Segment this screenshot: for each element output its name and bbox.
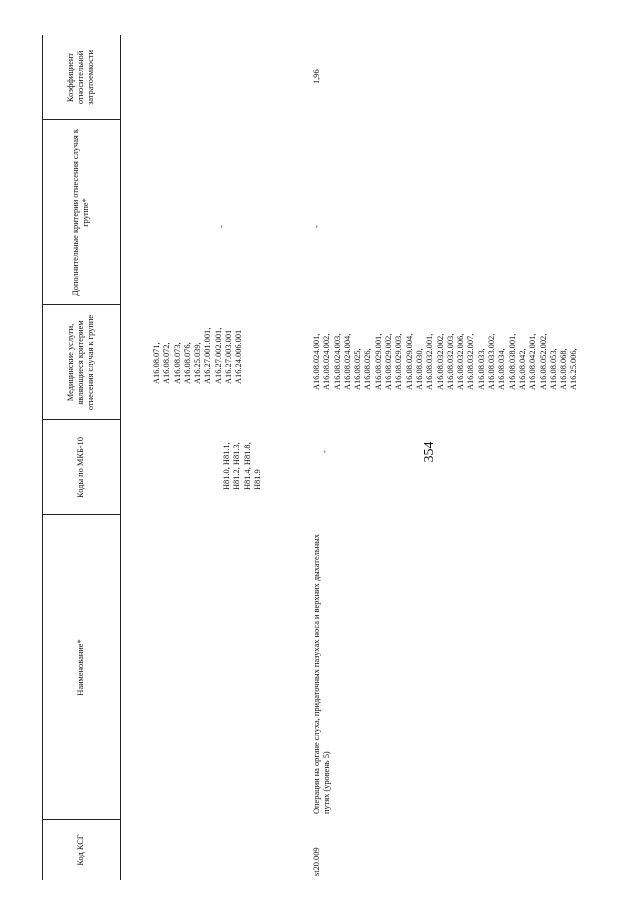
service-code: A16.08.033,: [476, 348, 486, 390]
service-code: A16.27.003.001: [224, 329, 234, 384]
row1-criteria: -: [217, 225, 226, 228]
service-code: A16.08.024.003,: [332, 333, 342, 390]
service-code: A16.08.029.001,: [373, 333, 383, 390]
service-code: A16.08.073,: [172, 342, 182, 384]
row2-name: Операции на органе слуха, придаточных пазухах носа и верхних дыхательных путях (уровень 5): [312, 534, 332, 814]
header-code: Код КСГ: [75, 834, 85, 866]
service-code: A16.27.002.001,: [213, 327, 223, 384]
service-code: A16.08.029.004,: [404, 333, 414, 390]
service-code: A16.08.032.002,: [435, 333, 445, 390]
service-code: A16.08.024.001,: [312, 333, 321, 390]
row2-services-list: [312, 334, 580, 390]
row2-mkb: -: [320, 450, 329, 453]
document-table: [42, 35, 612, 880]
header-name: Наименование*: [75, 639, 85, 696]
service-code: A16.08.076,: [182, 342, 192, 384]
row1-mkb-codes: H81.0, H81.1, H81.2, H81.3, H81.4, H81.8, H81.9: [222, 442, 262, 490]
service-code: A16.08.032.001,: [425, 333, 435, 390]
header-mkb: Коды по МКБ-10: [75, 437, 85, 498]
service-code: A16.08.024.002,: [322, 333, 332, 390]
service-code: A16.27.001.001,: [203, 327, 213, 384]
service-code: A16.08.068,: [559, 348, 569, 390]
service-code: A16.25.039,: [193, 342, 203, 384]
service-code: A16.08.053,: [548, 348, 558, 390]
row2-coefficient: 1,96: [312, 69, 321, 84]
header-criteria: Дополнительные критерии отнесения случая к группе*: [70, 129, 90, 296]
service-code: A16.24.006.001: [234, 329, 244, 384]
service-code: A16.08.034,: [497, 348, 507, 390]
service-code: A16.08.052.002,: [538, 333, 548, 390]
service-code: A16.08.072,: [162, 342, 172, 384]
service-code: A16.08.025,: [353, 348, 363, 390]
service-code: A16.08.030,: [414, 348, 424, 390]
service-code: A16.08.042,: [517, 348, 527, 390]
service-code: A16.08.026,: [363, 348, 373, 390]
service-code: A16.08.029.002,: [384, 333, 394, 390]
row1-services-list: [152, 328, 245, 384]
row2-criteria: -: [312, 225, 321, 228]
service-code: A16.08.032.007,: [466, 333, 476, 390]
service-code: A16.08.042.001,: [528, 333, 538, 390]
service-code: A16.08.038.001,: [507, 333, 517, 390]
table-top-rule: [42, 35, 43, 880]
service-code: A16.25.006,: [569, 348, 579, 390]
table-header-rule: [120, 35, 121, 880]
service-code: A16.08.032.003,: [445, 333, 455, 390]
service-code: A16.08.032.006,: [456, 333, 466, 390]
service-code: A16.08.024.004,: [342, 333, 352, 390]
row2-code: st20.009: [312, 847, 321, 876]
page-number: 354: [422, 441, 437, 463]
header-coefficient: Коэффициент относительной затратоемкости: [65, 50, 96, 106]
service-code: A16.08.071,: [152, 342, 161, 384]
header-services: Медицинские услуги, являющиеся критерием отнесения случая к группе: [65, 314, 96, 411]
service-code: A16.08.033.002,: [487, 333, 497, 390]
service-code: A16.08.029.003,: [394, 333, 404, 390]
